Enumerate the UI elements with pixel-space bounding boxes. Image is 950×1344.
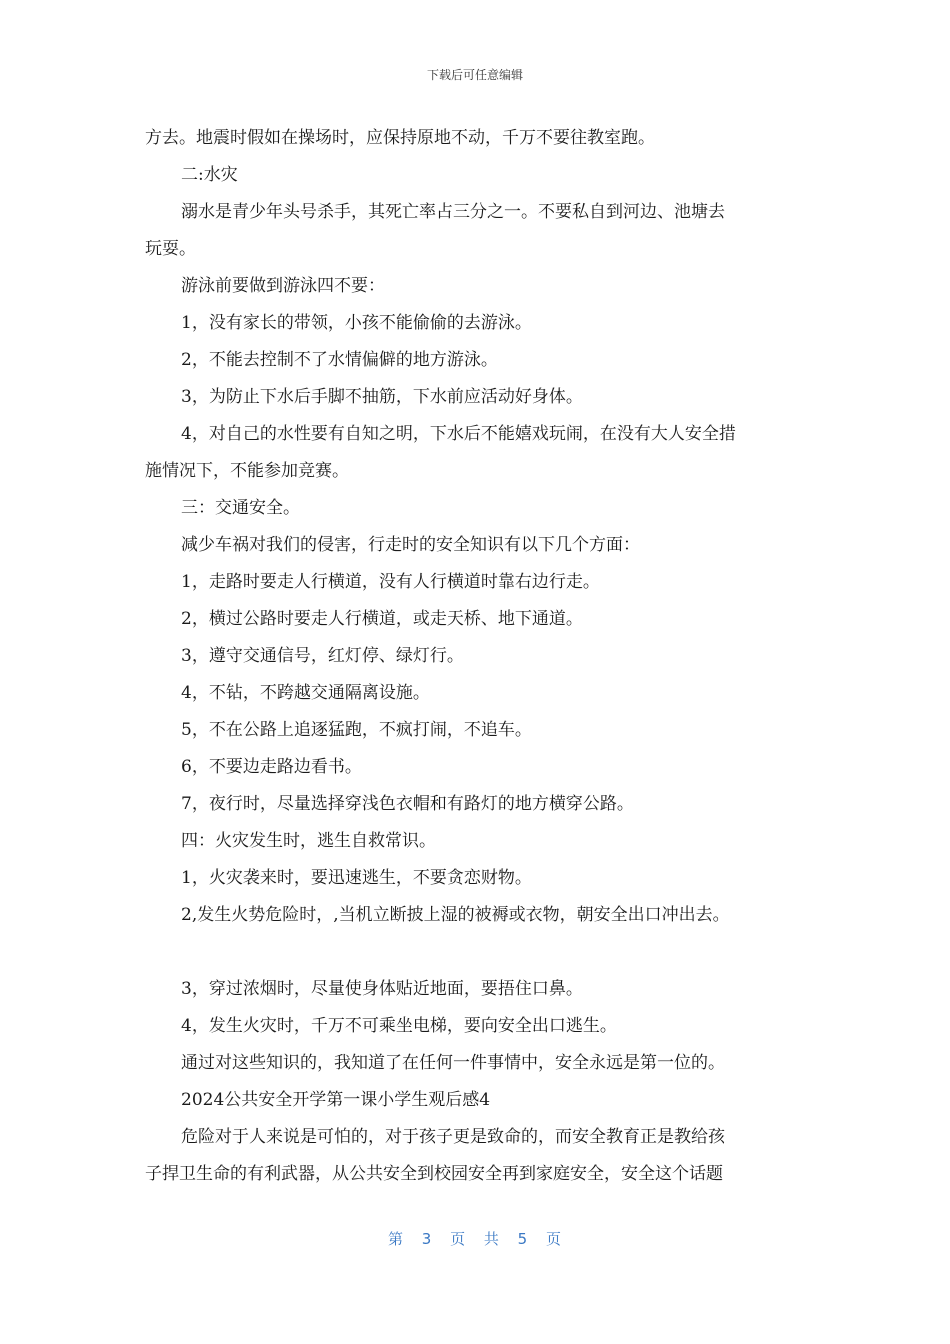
paragraph: 4，对自己的水性要有自知之明，下水后不能嬉戏玩闹，在没有大人安全措	[181, 424, 736, 444]
paragraph: 施情况下，不能参加竞赛。	[145, 461, 349, 481]
paragraph: 三：交通安全。	[181, 498, 300, 518]
paragraph: 溺水是青少年头号杀手，其死亡率占三分之一。不要私自到河边、池塘去	[181, 202, 725, 222]
paragraph: 子捍卫生命的有利武器，从公共安全到校园安全再到家庭安全，安全这个话题	[145, 1164, 723, 1184]
paragraph: 3，穿过浓烟时，尽量使身体贴近地面，要捂住口鼻。	[181, 979, 583, 999]
paragraph: 通过对这些知识的，我知道了在任何一件事情中，安全永远是第一位的。	[181, 1053, 725, 1073]
paragraph: 2，不能去控制不了水情偏僻的地方游泳。	[181, 350, 498, 370]
paragraph: 6，不要边走路边看书。	[181, 757, 362, 777]
document-body	[145, 120, 805, 1193]
page-footer: 第 3 页 共 5 页	[388, 1230, 562, 1248]
paragraph: 游泳前要做到游泳四不要：	[181, 276, 385, 296]
paragraph: 7，夜行时，尽量选择穿浅色衣帽和有路灯的地方横穿公路。	[181, 794, 634, 814]
paragraph: 危险对于人来说是可怕的，对于孩子更是致命的，而安全教育正是教给孩	[181, 1127, 725, 1147]
paragraph: 减少车祸对我们的侵害，行走时的安全知识有以下几个方面：	[181, 535, 640, 555]
paragraph: 4，不钻，不跨越交通隔离设施。	[181, 683, 430, 703]
paragraph: 2,发生火势危险时，,当机立断披上湿的被褥或衣物，朝安全出口冲出去。	[181, 905, 730, 925]
paragraph: 玩耍。	[145, 239, 196, 259]
paragraph: 5，不在公路上追逐猛跑，不疯打闹，不追车。	[181, 720, 532, 740]
page-header: 下载后可任意编辑	[426, 68, 523, 82]
paragraph: 3，遵守交通信号，红灯停、绿灯行。	[181, 646, 464, 666]
paragraph: 1，没有家长的带领，小孩不能偷偷的去游泳。	[181, 313, 532, 333]
blank-line	[145, 934, 805, 971]
paragraph: 2，横过公路时要走人行横道，或走天桥、地下通道。	[181, 609, 583, 629]
paragraph: 1，火灾袭来时，要迅速逃生，不要贪恋财物。	[181, 868, 532, 888]
paragraph: 方去。地震时假如在操场时，应保持原地不动，千万不要往教室跑。	[145, 128, 655, 148]
paragraph: 二:水灾	[181, 165, 238, 185]
paragraph: 1，走路时要走人行横道，没有人行横道时靠右边行走。	[181, 572, 600, 592]
paragraph: 3，为防止下水后手脚不抽筋，下水前应活动好身体。	[181, 387, 583, 407]
paragraph: 2024公共安全开学第一课小学生观后感4	[181, 1090, 491, 1110]
paragraph: 4，发生火灾时，千万不可乘坐电梯，要向安全出口逃生。	[181, 1016, 617, 1036]
paragraph: 四：火灾发生时，逃生自救常识。	[181, 831, 436, 851]
